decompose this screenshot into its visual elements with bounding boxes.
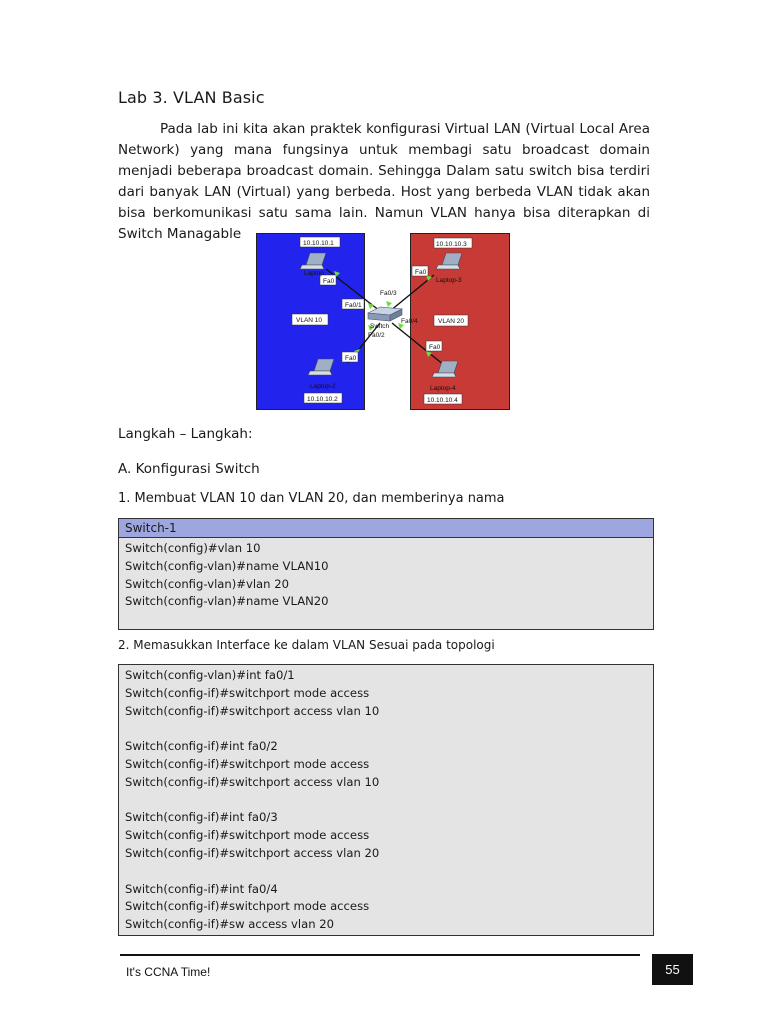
intro-line: Network) yang mana fungsinya untuk membagi satu broadcast domain menjadi	[118, 142, 650, 179]
code-box-header: Switch-1	[119, 519, 653, 538]
code-line: Switch(config-if)#int fa0/3	[125, 810, 278, 825]
port-fa02: Fa0/2	[368, 332, 385, 339]
vlan10-label: VLAN 10	[296, 317, 323, 324]
code-line: Switch(config-if)#switchport access vlan 10	[125, 703, 380, 718]
step-2-text: 2. Memasukkan Interface ke dalam VLAN Sesuai pada topologi	[118, 638, 495, 652]
code-line: Switch(config-vlan)#name VLAN20	[125, 594, 329, 609]
topology-svg	[256, 233, 510, 410]
laptop4-port: Fa0	[429, 344, 441, 351]
code-line: Switch(config-if)#sw access vlan 20	[125, 917, 334, 932]
code-line: Switch(config-if)#int fa0/2	[125, 739, 278, 754]
section-a-heading: A. Konfigurasi Switch	[118, 461, 260, 477]
code-box-vlan	[118, 518, 654, 630]
code-gap	[125, 863, 647, 881]
laptop3-ip: 10.10.10.3	[436, 241, 467, 248]
laptop1-port: Fa0	[323, 278, 335, 285]
code-line: Switch(config-if)#int fa0/4	[125, 881, 278, 896]
intro-line: beberapa broadcast domain. Sehingga Dalam satu switch bisa terdiri dari banyak	[118, 163, 650, 200]
laptop3-port: Fa0	[415, 269, 427, 276]
code-line: Switch(config-vlan)#name VLAN10	[125, 558, 329, 573]
code-gap	[125, 720, 647, 738]
intro-line: satu sama lain. Namun VLAN hanya bisa diterapkan di Switch Managable	[118, 205, 650, 242]
intro-paragraph	[118, 119, 650, 245]
footer-text: It's CCNA Time!	[126, 965, 211, 979]
code-line: Switch(config-if)#switchport mode access	[125, 899, 370, 914]
switch-label: Switch	[370, 323, 390, 330]
laptop1-ip: 10.10.10.1	[303, 240, 334, 247]
laptop4-ip: 10.10.10.4	[427, 397, 458, 404]
port-fa04: Fa0/4	[401, 318, 418, 325]
code-line: Switch(config-vlan)#int fa0/1	[125, 668, 295, 682]
code-lines	[119, 665, 653, 934]
laptop3-name: Laptop-3	[436, 277, 462, 284]
step-1-text: 1. Membuat VLAN 10 dan VLAN 20, dan memberinya nama	[118, 491, 505, 506]
code-line: Switch(config-if)#switchport mode access	[125, 756, 370, 771]
vlan20-label: VLAN 20	[438, 318, 465, 325]
code-line: Switch(config-if)#switchport access vlan 10	[125, 774, 380, 789]
code-box-interfaces	[118, 664, 654, 936]
code-line: Switch(config-if)#switchport mode access	[125, 685, 370, 700]
code-line: Switch(config-if)#switchport access vlan 20	[125, 845, 380, 860]
link-light	[386, 301, 392, 307]
code-lines	[119, 538, 653, 611]
laptop4-name: Laptop-4	[430, 385, 456, 392]
laptop1-name: Laptop	[304, 270, 324, 277]
page-title: Lab 3. VLAN Basic	[118, 88, 265, 107]
code-line: Switch(config-vlan)#vlan 20	[125, 576, 289, 591]
code-line: Switch(config)#vlan 10	[125, 541, 261, 555]
port-fa03: Fa0/3	[380, 290, 397, 297]
switch-icon	[368, 307, 402, 321]
laptop2-name: Laptop-2	[310, 383, 336, 390]
port-fa01: Fa0/1	[345, 302, 362, 309]
intro-line: Pada lab ini kita akan praktek konfigurasi Virtual LAN (Virtual Local Area	[160, 121, 650, 137]
laptop2-port: Fa0	[345, 355, 357, 362]
page-number: 55	[652, 954, 693, 985]
vlan-topology-diagram	[256, 233, 510, 410]
intro-line: LAN (Virtual) yang berbeda. Host yang berbeda VLAN tidak akan bisa berkomunikasi	[118, 184, 650, 221]
steps-heading: Langkah – Langkah:	[118, 426, 253, 442]
code-line: Switch(config-if)#switchport mode access	[125, 828, 370, 843]
footer-rule	[120, 954, 640, 956]
laptop2-ip: 10.10.10.2	[307, 396, 338, 403]
code-gap	[125, 792, 647, 810]
